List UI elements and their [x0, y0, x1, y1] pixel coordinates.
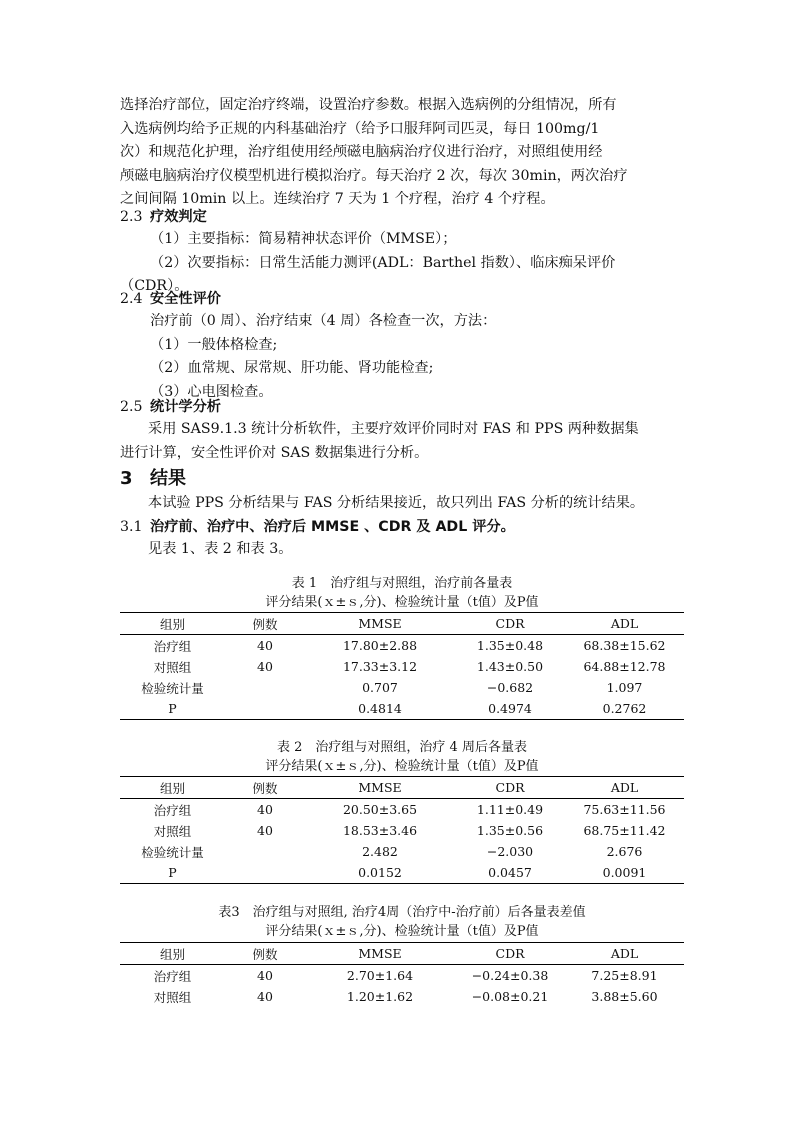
table-cell: 0.4814 [305, 698, 455, 720]
table-cell: −2.030 [486, 844, 534, 859]
column-header: MMSE [305, 613, 455, 635]
table-cell: 40 [257, 638, 273, 653]
table-cell: 检验统计量 [141, 844, 204, 860]
table-cell: 1.20±1.62 [346, 989, 414, 1004]
table-header-row [120, 777, 684, 799]
section-number: 2.4 [120, 291, 143, 307]
section-title: 结果 [150, 468, 186, 489]
table-cell: 1.11±0.49 [476, 802, 544, 817]
table-cell: 对照组 [153, 823, 192, 839]
table-cell: P [120, 862, 225, 884]
table-cell: 治疗组 [153, 968, 192, 984]
table-cell: 17.33±3.12 [342, 659, 418, 674]
table-row [120, 965, 684, 987]
table-cell: 1.43±0.50 [476, 659, 544, 674]
column-header: CDR [455, 777, 565, 799]
results-table-3 [120, 942, 684, 1007]
table-cell: 17.80±2.88 [342, 638, 418, 653]
table-cell: 0.0457 [455, 862, 565, 884]
table-cell: 40 [257, 659, 273, 674]
column-header: ADL [565, 777, 684, 799]
paragraph-line: 采用 SAS9.1.3 统计分析软件，主要疗效评价同时对 FAS 和 PPS 两种数据集 [148, 421, 639, 437]
table-header-row [120, 613, 684, 635]
column-header: 组别 [120, 613, 225, 635]
continuation-line: （CDR）。 [120, 278, 189, 294]
table-cell: 0.707 [362, 680, 398, 695]
list-item: （2）血常规、尿常规、肝功能、肾功能检查; [150, 360, 434, 376]
table-cell [225, 677, 305, 698]
column-header: MMSE [305, 777, 455, 799]
table-cell: −0.682 [486, 680, 534, 695]
section-heading-2-5 [120, 396, 221, 418]
table-cell: 对照组 [153, 989, 192, 1005]
section-heading-3-1 [120, 516, 515, 538]
table-cell: −0.08±0.21 [471, 989, 549, 1004]
table-row [120, 698, 684, 720]
intro-line: 入选病例均给予正规的内科基础治疗（给予口服拜阿司匹灵，每日 100mg/1 [120, 120, 600, 137]
table-1-caption [120, 574, 684, 612]
section-heading-2-3 [120, 206, 207, 228]
table-cell: 2.482 [362, 844, 398, 859]
intro-line: 次）和规范化护理，治疗组使用经颅磁电脑病治疗仪进行治疗，对照组使用经 [120, 144, 603, 160]
table-cell: 40 [257, 802, 273, 817]
table-3-caption [120, 903, 684, 941]
column-header: MMSE [305, 943, 455, 965]
table-cell: 20.50±3.65 [342, 802, 418, 817]
column-header: 例数 [225, 943, 305, 965]
table-cell: 0.0091 [565, 862, 684, 884]
caption-line: 评分结果(ｘ±ｓ,分)、检验统计量（t值）及P值 [265, 595, 539, 610]
table-cell: 0.0152 [305, 862, 455, 884]
column-header: 组别 [120, 943, 225, 965]
table-cell: 1.097 [606, 680, 643, 695]
caption-line: 表3 治疗组与对照组, 治疗4周（治疗中-治疗前）后各量表差值 [218, 905, 586, 920]
caption-line: 评分结果(ｘ±ｓ,分)、检验统计量（t值）及P值 [265, 759, 539, 774]
table-2-caption [120, 738, 684, 776]
column-header: 例数 [225, 777, 305, 799]
table-row [120, 656, 684, 677]
section-heading-2-4 [120, 288, 221, 310]
table-cell: 对照组 [153, 659, 192, 675]
section-number: 2.5 [120, 399, 143, 415]
intro-paragraph [120, 94, 684, 212]
table-cell: 治疗组 [153, 638, 192, 654]
table-cell [225, 862, 305, 884]
section-number: 2.3 [120, 209, 143, 225]
intro-line: 选择治疗部位，固定治疗终端，设置治疗参数。根据入选病例的分组情况，所有 [120, 97, 617, 113]
table-cell: 68.75±11.42 [583, 823, 666, 838]
table-cell: P [120, 698, 225, 720]
table-cell [225, 841, 305, 862]
table-row [120, 841, 684, 862]
table-cell: 2.70±1.64 [346, 968, 414, 983]
table-row [120, 862, 684, 884]
section-2-3-items [150, 228, 690, 275]
paragraph-line: 本试验 PPS 分析结果与 FAS 分析结果接近，故只列出 FAS 分析的统计结果。 [148, 495, 645, 511]
table-cell: 2.676 [606, 844, 643, 859]
table-cell: 64.88±12.78 [583, 659, 666, 674]
column-header: CDR [455, 613, 565, 635]
section-title: 安全性评价 [150, 291, 221, 307]
table-row [120, 677, 684, 698]
table-row [120, 799, 684, 821]
section-title: 统计学分析 [150, 399, 221, 415]
results-table-2 [120, 776, 684, 884]
list-item: 治疗前（0 周）、治疗结束（4 周）各检查一次，方法： [150, 313, 497, 329]
table-cell: 检验统计量 [141, 680, 204, 696]
paragraph-line: 见表 1、表 2 和表 3。 [148, 541, 293, 557]
column-header: CDR [455, 943, 565, 965]
table-cell: 0.2762 [565, 698, 684, 720]
table-cell: 3.88±5.60 [591, 989, 658, 1004]
section-title: 治疗前、治疗中、治疗后 MMSE 、CDR 及 ADL 评分。 [150, 519, 515, 535]
results-table-1 [120, 612, 684, 720]
table-row [120, 986, 684, 1007]
caption-line: 表 1 治疗组与对照组，治疗前各量表 [291, 576, 513, 591]
list-item: （1）一般体格检查; [150, 336, 278, 353]
list-item: （3）心电图检查。 [150, 383, 273, 400]
paragraph-line: 进行计算，安全性评价对 SAS 数据集进行分析。 [120, 444, 429, 461]
column-header: ADL [565, 943, 684, 965]
section-number: 3 [120, 468, 133, 489]
table-cell: 1.35±0.48 [476, 638, 544, 653]
table-cell: 40 [257, 823, 273, 838]
intro-line: 颅磁电脑病治疗仪模型机进行模拟治疗。每天治疗 2 次，每次 30min，两次治疗 [120, 167, 628, 184]
table-cell: −0.24±0.38 [471, 968, 549, 983]
table-cell: 18.53±3.46 [342, 823, 418, 838]
caption-line: 表 2 治疗组与对照组，治疗 4 周后各量表 [277, 740, 527, 755]
list-item: （2）次要指标：日常生活能力测评(ADL：Barthel 指数）、临床痴呆评价 [150, 254, 616, 271]
table-cell: 75.63±11.56 [583, 802, 666, 817]
column-header: 例数 [225, 613, 305, 635]
table-header-row [120, 943, 684, 965]
table-cell: 0.4974 [455, 698, 565, 720]
table-cell: 治疗组 [153, 802, 192, 818]
table-cell [225, 698, 305, 720]
list-item: （1）主要指标：简易精神状态评价（MMSE）； [150, 231, 457, 247]
intro-line: 之间间隔 10min 以上。连续治疗 7 天为 1 个疗程，治疗 4 个疗程。 [120, 191, 555, 207]
section-3-1-paragraph [120, 538, 684, 562]
table-cell: 68.38±15.62 [583, 638, 666, 653]
table-cell: 7.25±8.91 [591, 968, 658, 983]
column-header: 组别 [120, 777, 225, 799]
section-title: 疗效判定 [150, 209, 207, 225]
section-heading-3 [120, 464, 186, 490]
column-header: ADL [565, 613, 684, 635]
section-3-paragraph [120, 492, 684, 516]
table-row [120, 635, 684, 657]
section-2-5-paragraph [120, 418, 684, 465]
caption-line: 评分结果(ｘ±ｓ,分)、检验统计量（t值）及P值 [265, 924, 539, 939]
table-row [120, 820, 684, 841]
table-cell: 1.35±0.56 [476, 823, 544, 838]
table-cell: 40 [257, 968, 273, 983]
section-2-4-items [150, 310, 690, 404]
section-number: 3.1 [120, 519, 143, 535]
table-cell: 40 [257, 989, 273, 1004]
